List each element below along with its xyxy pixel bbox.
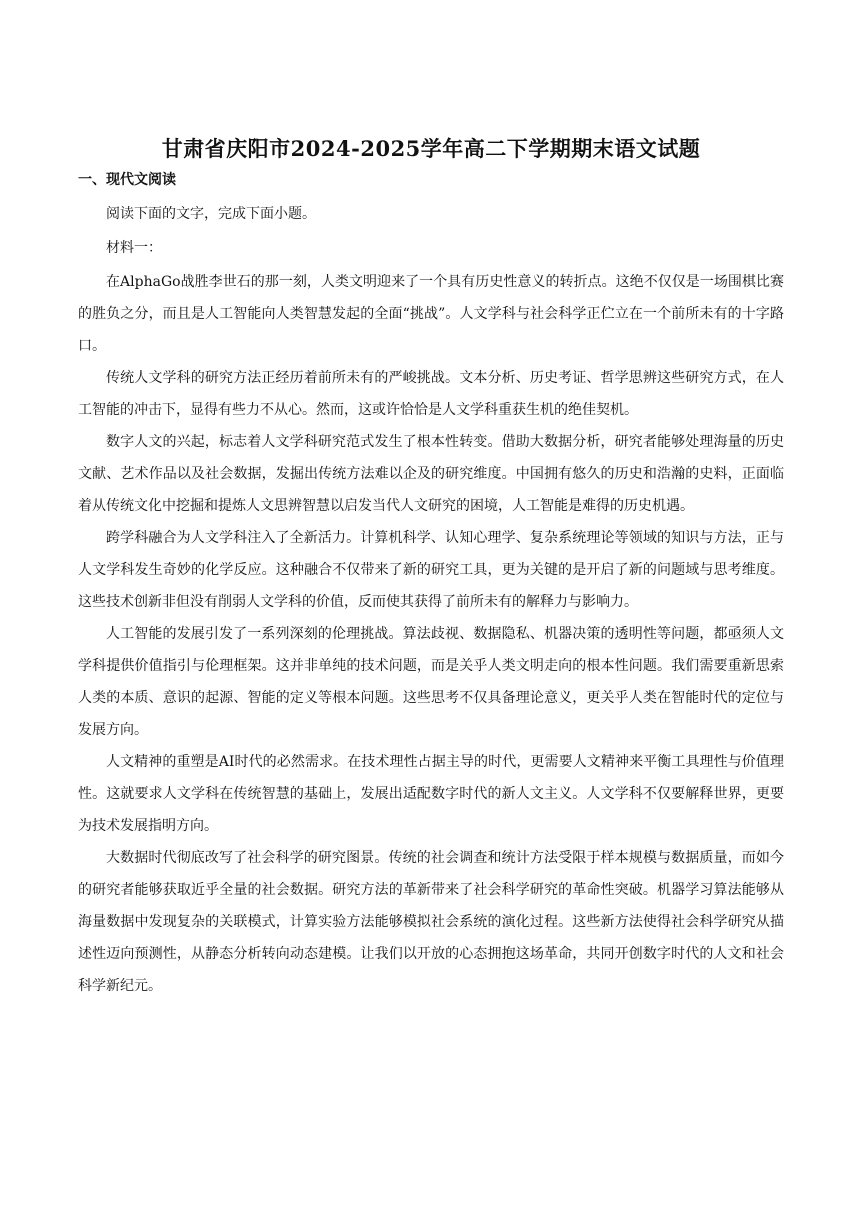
- paragraph-6: 人文精神的重塑是AI时代的必然需求。在技术理性占据主导的时代，更需要人文精神来平衡工具理性与价值理性。这就要求人文学科在传统智慧的基础上，发展出适配数字时代的新人文主义。人文学科不仅要解释世界，更要为技术发展指明方向。: [78, 754, 784, 834]
- paragraph-1: 在AlphaGo战胜李世石的那一刻，人类文明迎来了一个具有历史性意义的转折点。这绝不仅仅是一场围棋比赛的胜负之分，而且是人工智能向人类智慧发起的全面“挑战”。人文学科与社会科学正伫立在一个前所未有的十字路口。: [78, 274, 784, 354]
- section-heading: 一、现代文阅读: [78, 172, 176, 188]
- document-title: 甘肃省庆阳市2024-2025学年高二下学期期末语文试题: [161, 136, 701, 161]
- paragraph-4: 跨学科融合为人文学科注入了全新活力。计算机科学、认知心理学、复杂系统理论等领域的知识与方法，正与人文学科发生奇妙的化学反应。这种融合不仅带来了新的研究工具，更为关键的是开启了新的问题域与思考维度。这些技术创新非但没有削弱人文学科的价值，反而使其获得了前所未有的解释力与影响力。: [78, 530, 784, 610]
- document-page: [78, 132, 784, 1002]
- material-label: 材料一：: [106, 240, 162, 256]
- paragraph-2: 传统人文学科的研究方法正经历着前所未有的严峻挑战。文本分析、历史考证、哲学思辨这些研究方式，在人工智能的冲击下，显得有些力不从心。然而，这或许恰恰是人文学科重获生机的绝佳契机。: [78, 370, 784, 418]
- instruction-text: 阅读下面的文字，完成下面小题。: [106, 206, 316, 222]
- paragraph-3: 数字人文的兴起，标志着人文学科研究范式发生了根本性转变。借助大数据分析，研究者能够处理海量的历史文献、艺术作品以及社会数据，发掘出传统方法难以企及的研究维度。中国拥有悠久的历史和浩瀚的史料，正面临着从传统文化中挖掘和提炼人文思辨智慧以启发当代人文研究的困境，人工智能是难得的历史机遇。: [78, 434, 784, 514]
- paragraph-5: 人工智能的发展引发了一系列深刻的伦理挑战。算法歧视、数据隐私、机器决策的透明性等问题，都亟须人文学科提供价值指引与伦理框架。这并非单纯的技术问题，而是关乎人类文明走向的根本性问题。我们需要重新思索人类的本质、意识的起源、智能的定义等根本问题。这些思考不仅具备理论意义，更关乎人类在智能时代的定位与发展方向。: [78, 626, 784, 738]
- paragraph-7: 大数据时代彻底改写了社会科学的研究图景。传统的社会调查和统计方法受限于样本规模与数据质量，而如今的研究者能够获取近乎全量的社会数据。研究方法的革新带来了社会科学研究的革命性突破。机器学习算法能够从海量数据中发现复杂的关联模式，计算实验方法能够模拟社会系统的演化过程。这些新方法使得社会科学研究从描述性迈向预测性，从静态分析转向动态建模。让我们以开放的心态拥抱这场革命，共同开创数字时代的人文和社会科学新纪元。: [78, 850, 784, 994]
